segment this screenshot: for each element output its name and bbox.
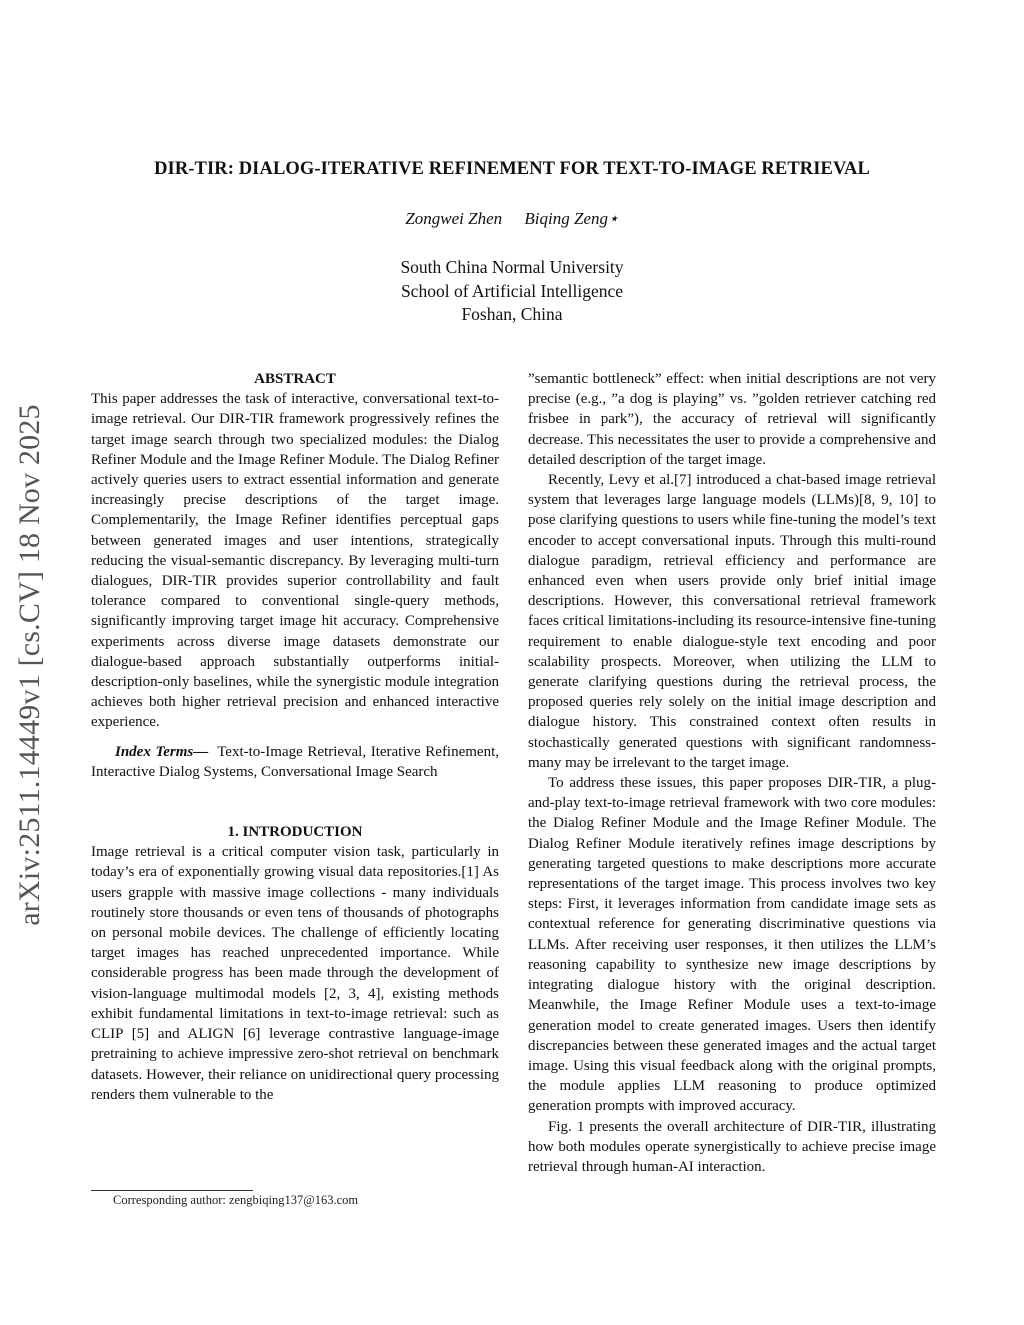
body-paragraph: To address these issues, this paper proposes DIR-TIR, a plug-and-play text-to-image retrieval framework with two core modules: the Dialog Refiner Module and the Image Refiner Module. The Dialog Refiner Module iteratively refines image descriptions by generating targeted questions to make descriptions more accurate representations of the target image. This process involves two key steps: First, it leverages information from candidate image sets as contextual reference for generating discriminative questions via LLMs. After receiving user responses, it then utilizes the LLM’s reasoning capability to synthesize new image descriptions by integrating dialogue history with the original description. Meanwhile, the Image Refiner Module uses a text-to-image generation model to create generated images. Users then identify discrepancies between these generated images and the actual target image. Using this visual feedback along with the original prompts, the module applies LLM reasoning to produce optimized generation prompts with improved accuracy. (528, 775, 936, 1115)
affiliation-line: Foshan, China (461, 304, 563, 324)
abstract-text: This paper addresses the task of interactive, conversational text-to-image retrieval. Our DIR-TIR framework progressively refines the target image search through two specialized modules: the Dialog Refiner Module and the Image Refiner Module. The Dialog Refiner actively queries users to extract essential information and generate increasingly precise descriptions of the target image. Complementarily, the Image Refiner identifies perceptual gaps between generated images and user intentions, strategically reducing the visual-semantic discrepancy. By leveraging multi-turn dialogues, DIR-TIR provides superior controllability and fault tolerance compared to conventional single-query methods, significantly improving target image hit accuracy. Comprehensive experiments across diverse image datasets demonstrate our dialogue-based approach substantially outperforms initial-description-only baselines, while the synergistic module integration achieves both higher retrieval precision and enhanced interactive experience. (91, 391, 499, 731)
arxiv-id-text: arXiv:2511.14449v1 [cs.CV] 18 Nov 2025 (13, 404, 46, 926)
affiliation-line: School of Artificial Intelligence (400, 280, 624, 301)
corresponding-author-footnote: Corresponding author: zengbiqing137@163.com (113, 1193, 359, 1207)
body-paragraph: ”semantic bottleneck” effect: when initial descriptions are not very precise (e.g., ”a dog is playing” vs. ”golden retriever catching red frisbee in park”), the accuracy of retrieval will significantly decrease. This necessitates the user to provide a comprehensive and detailed description of the target image. (528, 371, 936, 468)
abstract-heading: ABSTRACT (254, 371, 336, 387)
index-terms (91, 742, 499, 782)
index-terms-label: Index Terms— (115, 743, 209, 760)
affiliation-line: South China Normal University (400, 257, 624, 277)
paper-title: DIR-TIR: DIALOG-ITERATIVE REFINEMENT FOR TEXT-TO-IMAGE RETRIEVAL (154, 159, 870, 179)
author-name: Biqing Zeng⋆ (524, 209, 619, 228)
right-column (528, 369, 936, 1177)
body-paragraph: Fig. 1 presents the overall architecture of DIR-TIR, illustrating how both modules operate synergistically to achieve precise image retrieval through human-AI interaction. (528, 1118, 936, 1175)
author-name: Zongwei Zhen (405, 209, 503, 228)
footnote-divider (91, 1190, 253, 1191)
arxiv-side-identifier (0, 370, 60, 960)
introduction-heading: 1. INTRODUCTION (227, 824, 363, 841)
left-column (91, 369, 499, 1105)
author-list (0, 209, 1024, 229)
body-paragraph: Recently, Levy et al.[7] introduced a chat-based image retrieval system that leverages large language models (LLMs)[8, 9, 10] to pose clarifying questions to users while fine-tuning the model’s text encoder to accept conversational inputs. Through this multi-round dialogue paradigm, retrieval efficiency and performance are enhanced even when users provide only brief initial image descriptions. However, this conversational retrieval framework faces critical limitations-including its resource-intensive fine-tuning requirement to enable dialogue-style text encoding and poor scalability prospects. Moreover, when utilizing the LLM to generate clarifying questions during the retrieval process, the proposed queries rely solely on the initial image description and dialogue history. This constrained context often results in stochastically generated questions with significant randomness-many may be irrelevant to the target image. (528, 472, 936, 771)
introduction-paragraph: Image retrieval is a critical computer vision task, particularly in today’s era of exponentially growing visual data repositories.[1] As users grapple with massive image collections - many individuals routinely store thousands or even tens of thousands of photographs on personal mobile devices. The challenge of efficiently locating target images has reached unprecedented importance. While considerable progress has been made through the development of vision-language multimodal models [2, 3, 4], existing methods exhibit fundamental limitations in text-to-image retrieval: such as CLIP [5] and ALIGN [6] leverage contrastive language-image pretraining to achieve impressive zero-shot retrieval on benchmark datasets. However, their reliance on unidirectional query processing renders them vulnerable to the (91, 844, 499, 1103)
affiliation-block (0, 256, 1024, 327)
index-terms-text: Text-to-Image Retrieval, Iterative Refinement, Interactive Dialog Systems, Conversational Image Search (91, 743, 500, 780)
